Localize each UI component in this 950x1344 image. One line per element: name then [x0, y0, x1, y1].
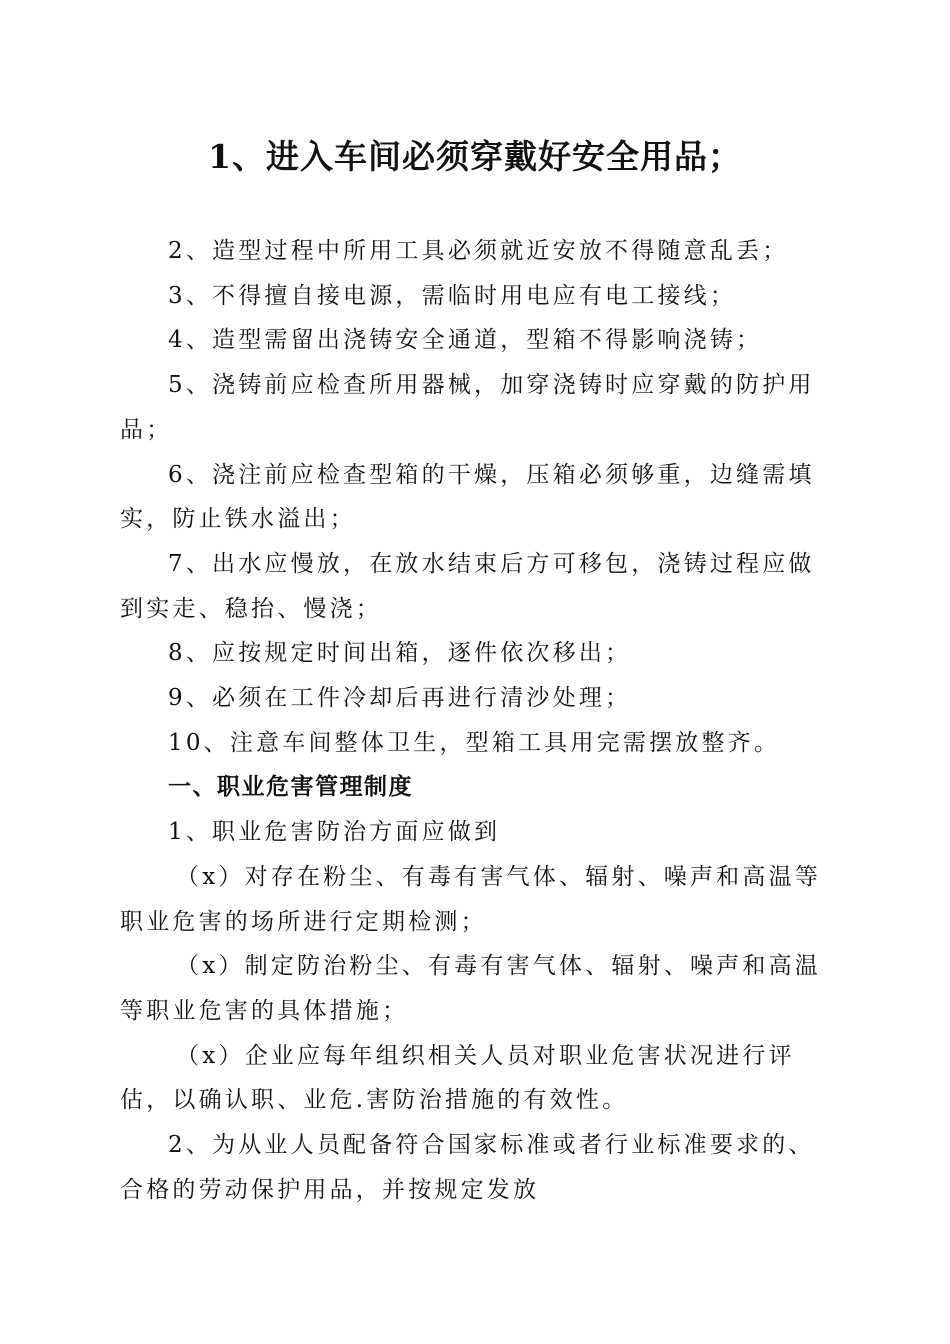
paragraph-2: 2、造型过程中所用工具必须就近安放不得随意乱丢；	[168, 238, 789, 264]
section-heading: 一、职业危害管理制度	[168, 773, 413, 801]
subsection-1: 1、职业危害防治方面应做到	[168, 819, 501, 846]
paragraph-4: 4、造型需留出浇铸安全通道，型箱不得影响浇铸；	[168, 327, 763, 354]
paragraph-9: 9、必须在工件冷却后再进行清沙处理；	[168, 685, 632, 712]
document-body	[120, 229, 832, 1212]
sub-item-assessment: （x）企业应每年组织相关人员对职业危害状况进行评估，以确认职、业危.害防治措施的有效性。	[120, 1042, 795, 1114]
paragraph-8: 8、应按规定时间出箱，逐件依次移出；	[168, 640, 632, 667]
paragraph-10: 10、注意车间整体卫生，型箱工具用完需摆放整齐。	[168, 729, 781, 756]
paragraph-7: 7、出水应慢放，在放水结束后方可移包，浇铸过程应做到实走、稳抬、慢浇；	[120, 550, 815, 622]
paragraph-3: 3、不得擅自接电源，需临时用电应有电工接线；	[168, 282, 737, 309]
sub-item-measures: （x）制定防治粉尘、有毒有害气体、辐射、噪声和高温等职业危害的具体措施；	[120, 953, 821, 1024]
page-title: 1、进入车间必须穿戴好安全用品；	[208, 137, 742, 176]
subsection-2: 2、为从业人员配备符合国家标准或者行业标准要求的、合格的劳动保护用品，并按规定发放	[120, 1132, 815, 1203]
sub-item-monitoring: （x）对存在粉尘、有毒有害气体、辐射、噪声和高温等职业危害的场所进行定期检测；	[120, 863, 821, 935]
paragraph-5: 5、浇铸前应检查所用器械，加穿浇铸时应穿戴的防护用品；	[120, 372, 815, 443]
paragraph-6: 6、浇注前应检查型箱的干燥，压箱必须够重，边缝需填实，防止铁水溢出；	[120, 461, 815, 533]
